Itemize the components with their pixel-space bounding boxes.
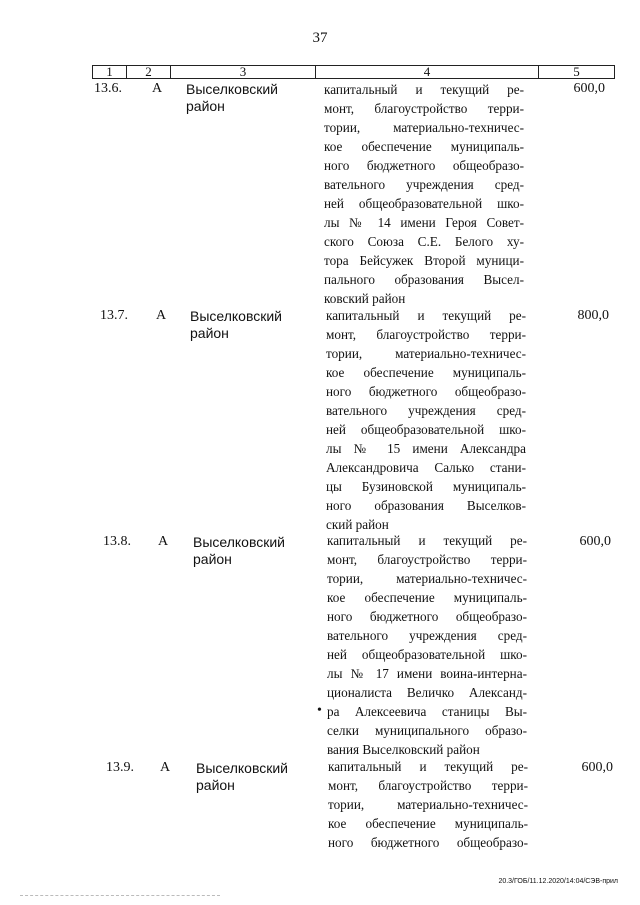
- description-line: кое обеспечение муниципаль-: [327, 590, 527, 605]
- row-amount: 800,0: [577, 308, 609, 323]
- description-line: ного бюджетного общеобразо-: [328, 835, 528, 850]
- description-line: лы № 14 имени Героя Совет-: [324, 215, 524, 230]
- row-district: [196, 760, 321, 794]
- description-line: ней общеобразовательной шко-: [326, 422, 526, 437]
- description-line: монт, благоустройство терри-: [324, 101, 524, 116]
- row-amount: 600,0: [581, 760, 613, 775]
- description-line: ковский район: [324, 291, 406, 306]
- scan-artifact: [20, 895, 220, 897]
- row-district: [193, 534, 318, 568]
- district-line: район: [196, 777, 235, 793]
- row-category: А: [160, 760, 171, 775]
- description-line: тории, материально-техничес-: [326, 346, 526, 361]
- description-line: ра Алексеевича станицы Вы-: [327, 704, 527, 719]
- description-line: ного образования Выселков-: [326, 498, 526, 513]
- description-line: пального образования Высел-: [324, 272, 524, 287]
- table-header-row: [92, 65, 615, 79]
- description-line: ского Союза С.Е. Белого ху-: [324, 234, 524, 249]
- row-number: 13.8.: [103, 534, 131, 549]
- description-line: ного бюджетного общеобразо-: [327, 609, 527, 624]
- district-line: Выселковский: [196, 760, 289, 776]
- description-line: монт, благоустройство терри-: [328, 778, 528, 793]
- description-line: вательного учреждения сред-: [326, 403, 526, 418]
- description-line: лы № 17 имени воина-интерна-: [327, 666, 527, 681]
- description-line: ней общеобразовательной шко-: [327, 647, 527, 662]
- description-line: вательного учреждения сред-: [327, 628, 527, 643]
- description-line: ного бюджетного общеобразо-: [324, 158, 524, 173]
- row-amount: 600,0: [573, 81, 605, 96]
- description-line: тора Бейсужек Второй муници-: [324, 253, 524, 268]
- description-line: вательного учреждения сред-: [324, 177, 524, 192]
- column-header-4: 4: [423, 64, 431, 79]
- district-line: район: [186, 98, 225, 114]
- description-line: ней общеобразовательной шко-: [324, 196, 524, 211]
- description-line: капитальный и текущий ре-: [328, 759, 528, 774]
- description-line: ский район: [326, 517, 389, 532]
- row-description: [328, 757, 528, 852]
- description-line: селки муниципального образо-: [327, 723, 527, 738]
- row-amount: 600,0: [579, 534, 611, 549]
- row-district: [190, 308, 315, 342]
- column-header-2: 2: [145, 64, 152, 79]
- row-description: [324, 80, 524, 308]
- row-description: [327, 531, 527, 759]
- row-number: 13.7.: [100, 308, 128, 323]
- page-number: 37: [312, 30, 328, 46]
- description-line: тории, материально-техничес-: [324, 120, 524, 135]
- description-line: Александровича Салько стани-: [326, 460, 526, 475]
- row-category: А: [152, 81, 163, 96]
- description-line: кое обеспечение муниципаль-: [324, 139, 524, 154]
- district-line: район: [193, 551, 232, 567]
- row-category: А: [156, 308, 167, 323]
- district-line: Выселковский: [186, 81, 279, 97]
- row-category: А: [158, 534, 169, 549]
- district-line: Выселковский: [190, 308, 283, 324]
- description-line: цы Бузиновской муниципаль-: [326, 479, 526, 494]
- district-line: Выселковский: [193, 534, 286, 550]
- document-footer-code: 20.3/ГОБ/11.12.2020/14:04/СЭВ-прил: [498, 878, 618, 885]
- row-number: 13.6.: [94, 81, 122, 96]
- description-line: ционалиста Величко Александ-: [327, 685, 527, 700]
- description-line: монт, благоустройство терри-: [326, 327, 526, 342]
- scan-mark: •: [317, 703, 322, 718]
- description-line: капитальный и текущий ре-: [324, 82, 524, 97]
- district-line: район: [190, 325, 229, 341]
- description-line: капитальный и текущий ре-: [327, 533, 527, 548]
- column-header-3: 3: [239, 64, 247, 79]
- description-line: кое обеспечение муниципаль-: [328, 816, 528, 831]
- row-district: [186, 81, 311, 115]
- description-line: ного бюджетного общеобразо-: [326, 384, 526, 399]
- description-line: тории, материально-техничес-: [328, 797, 528, 812]
- row-number: 13.9.: [106, 760, 134, 775]
- description-line: лы № 15 имени Александра: [326, 441, 526, 456]
- description-line: вания Выселковский район: [327, 742, 480, 757]
- column-header-1: 1: [106, 64, 113, 79]
- description-line: кое обеспечение муниципаль-: [326, 365, 526, 380]
- description-line: тории, материально-техничес-: [327, 571, 527, 586]
- description-line: монт, благоустройство терри-: [327, 552, 527, 567]
- row-description: [326, 306, 526, 534]
- column-header-5: 5: [573, 64, 580, 79]
- description-line: капитальный и текущий ре-: [326, 308, 526, 323]
